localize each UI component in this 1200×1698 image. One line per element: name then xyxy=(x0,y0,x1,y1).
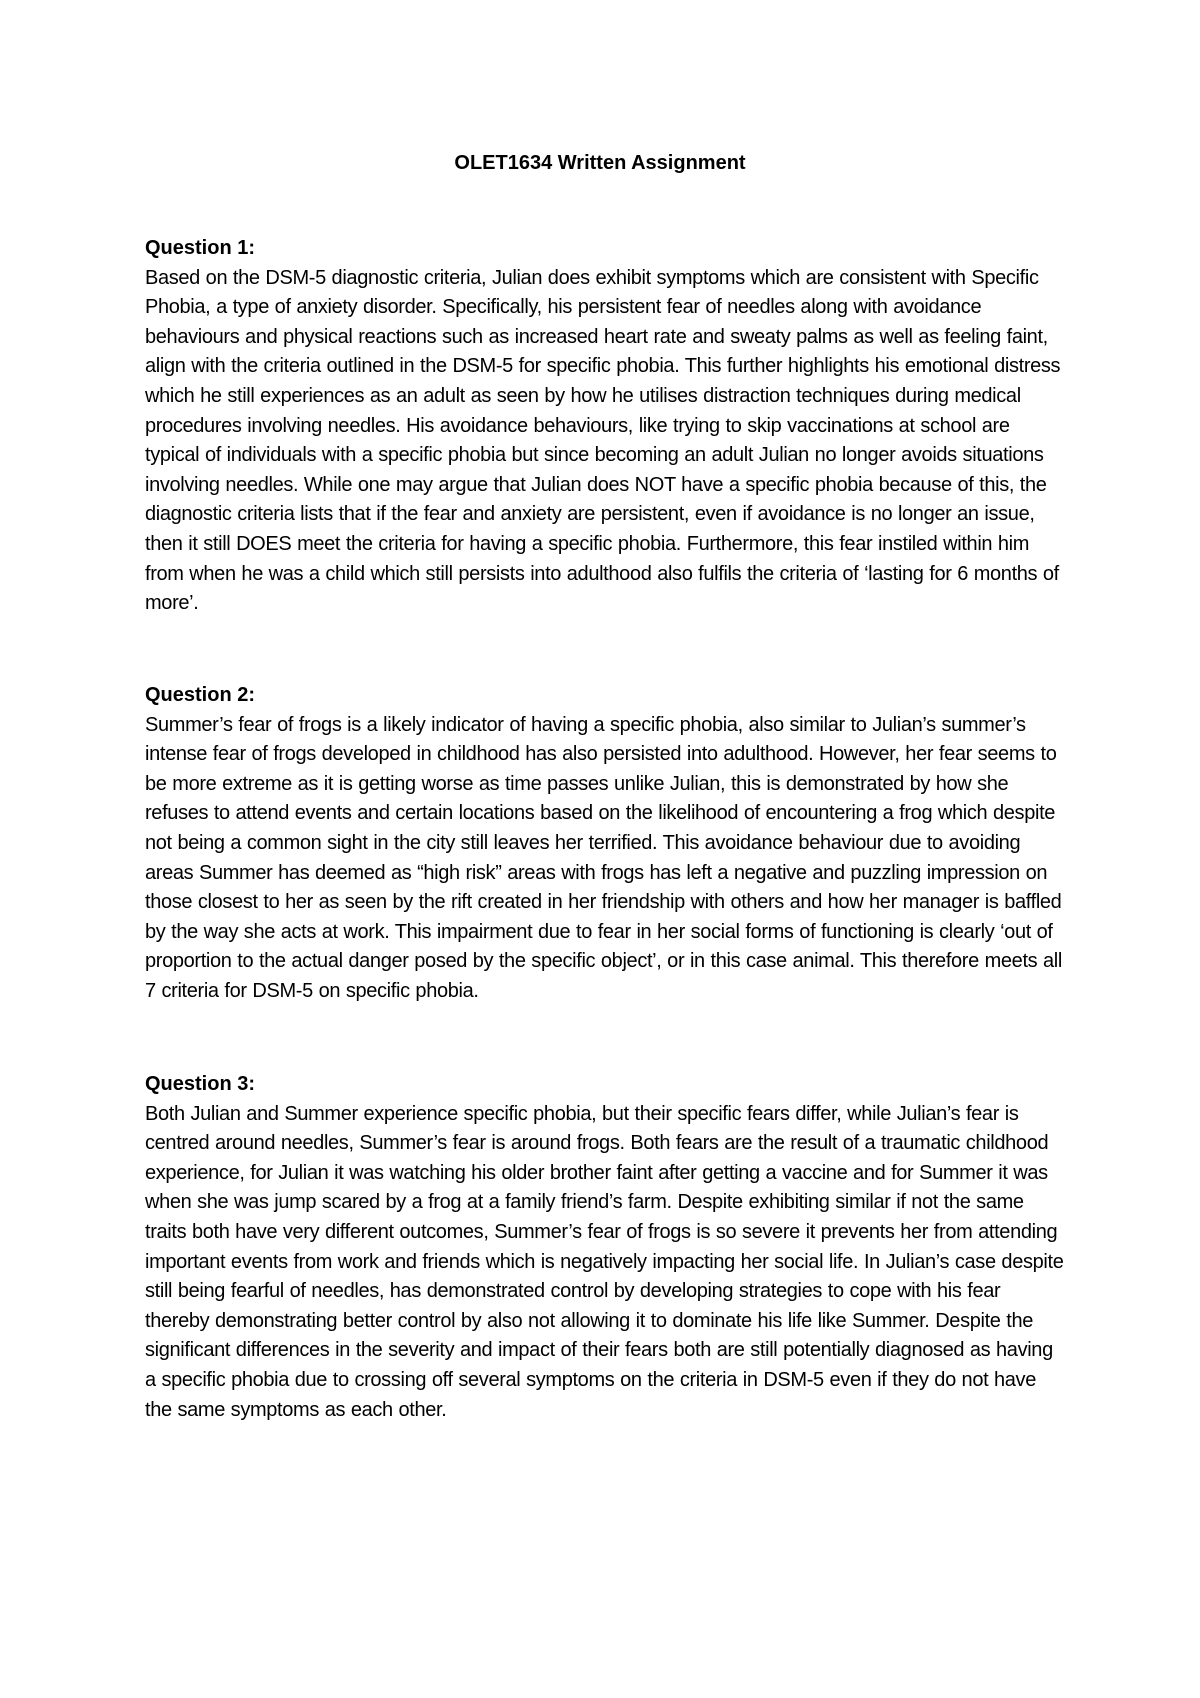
question-2-heading: Question 2: xyxy=(145,684,256,706)
question-2-section xyxy=(145,681,1065,1007)
question-1-section xyxy=(145,234,1065,619)
document-title: OLET1634 Written Assignment xyxy=(454,152,746,174)
question-1-heading: Question 1: xyxy=(145,237,256,259)
question-1-answer: Based on the DSM-5 diagnostic criteria, Julian does exhibit symptoms which are consistent with Specific Phobia, a type of anxiety disorder. Specifically, his persistent fear of needles along with avoidance behaviours and physical reactions such as increased heart rate and sweaty palms as well as feeling faint, align with the criteria outlined in the DSM-5 for specific phobia. This further highlights his emotional distress which he still experiences as an adult as seen by how he utilises distraction techniques during medical procedures involving needles. His avoidance behaviours, like trying to skip vaccinations at school are typical of individuals with a specific phobia but since becoming an adult Julian no longer avoids situations involving needles. While one may argue that Julian does NOT have a specific phobia because of this, the diagnostic criteria lists that if the fear and anxiety are persistent, even if avoidance is no longer an issue, then it still DOES meet the criteria for having a specific phobia. Furthermore, this fear instiled within him from when he was a child which still persists into adulthood also fulfils the criteria of ‘lasting for 6 months of more’. xyxy=(145,266,1061,615)
question-3-heading: Question 3: xyxy=(145,1073,256,1095)
question-3-answer: Both Julian and Summer experience specific phobia, but their specific fears differ, while Julian’s fear is centred around needles, Summer’s fear is around frogs. Both fears are the result of a traumatic childhood experience, for Julian it was watching his older brother faint after getting a vaccine and for Summer it was when she was jump scared by a frog at a family friend’s farm. Despite exhibiting similar if not the same traits both have very different outcomes, Summer’s fear of frogs is so severe it prevents her from attending important events from work and friends which is negatively impacting her social life. In Julian’s case despite still being fearful of needles, has demonstrated control by developing strategies to cope with his fear thereby demonstrating better control by also not allowing it to dominate his life like Summer. Despite the significant differences in the severity and impact of their fears both are still potentially diagnosed as having a specific phobia due to crossing off several symptoms on the criteria in DSM-5 even if they do not have the same symptoms as each other. xyxy=(145,1102,1064,1421)
question-3-section xyxy=(145,1070,1065,1425)
question-2-answer: Summer’s fear of frogs is a likely indicator of having a specific phobia, also similar to Julian’s summer’s intense fear of frogs developed in childhood has also persisted into adulthood. However, her fear seems to be more extreme as it is getting worse as time passes unlike Julian, this is demonstrated by how she refuses to attend events and certain locations based on the likelihood of encountering a frog which despite not being a common sight in the city still leaves her terrified. This avoidance behaviour due to avoiding areas Summer has deemed as “high risk” areas with frogs has left a negative and puzzling impression on those closest to her as seen by the rift created in her friendship with others and how her manager is baffled by the way she acts at work. This impairment due to fear in her social forms of functioning is clearly ‘out of proportion to the actual danger posed by the specific object’, or in this case animal. This therefore meets all 7 criteria for DSM-5 on specific phobia. xyxy=(145,713,1062,1002)
